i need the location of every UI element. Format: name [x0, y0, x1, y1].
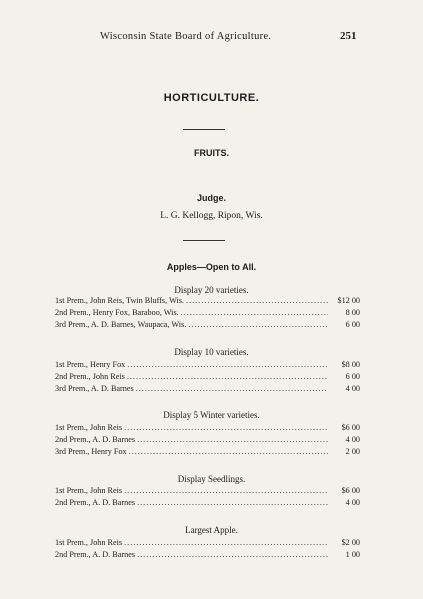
leader-dots — [186, 296, 328, 305]
premium-label: 2nd Prem., John Reis — [55, 372, 125, 381]
leader-dots — [127, 372, 328, 381]
leader-dots — [181, 308, 328, 317]
section-title: Display 5 Winter varieties. — [163, 410, 260, 420]
page-number: 251 — [340, 30, 357, 42]
premium-amount: $6 00 — [341, 423, 360, 432]
leader-dots — [124, 486, 328, 495]
premium-row — [55, 296, 360, 307]
premium-label: 1st Prem., John Reis, Twin Bluffs, Wis. — [55, 296, 184, 305]
premium-label: 1st Prem., John Reis — [55, 538, 123, 547]
premium-row — [55, 360, 360, 371]
premium-label: 2nd Prem., Henry Fox, Baraboo, Wis. — [55, 308, 179, 317]
section-title: Display 20 varieties. — [174, 285, 249, 295]
division-heading: Apples—Open to All. — [166, 262, 257, 272]
section-heading-fruits: FRUITS. — [194, 148, 229, 158]
premium-amount: $8 00 — [341, 360, 360, 369]
premium-label: 3rd Prem., A. D. Barnes, Waupaca, Wis. — [55, 320, 187, 329]
premium-amount: 2 00 — [345, 447, 360, 456]
premium-label: 1st Prem., Henry Fox — [55, 360, 126, 369]
premium-row — [55, 550, 360, 561]
premium-amount: 4 00 — [345, 384, 360, 393]
leader-dots — [137, 435, 328, 444]
leader-dots — [137, 498, 328, 507]
premium-amount: 4 00 — [345, 435, 360, 444]
premium-row — [55, 538, 360, 549]
leader-dots — [136, 384, 328, 393]
premium-row — [55, 320, 360, 331]
section-title: Largest Apple. — [185, 525, 238, 535]
premium-label: 2nd Prem., A. D. Barnes — [55, 550, 136, 559]
premium-label: 3rd Prem., A. D. Barnes — [55, 384, 134, 393]
leader-dots — [137, 550, 328, 559]
premium-label: 1st Prem., John Reis — [55, 423, 123, 432]
page-title: HORTICULTURE. — [163, 92, 260, 104]
premium-row — [55, 498, 360, 509]
premium-amount: $2 00 — [341, 538, 360, 547]
premium-amount: 4 00 — [345, 498, 360, 507]
leader-dots — [127, 360, 328, 369]
premium-amount: 1 00 — [345, 550, 360, 559]
leader-dots — [124, 423, 328, 432]
premium-amount: 6 00 — [345, 372, 360, 381]
premium-row — [55, 384, 360, 395]
judge-label: Judge. — [196, 193, 226, 203]
section-title: Display Seedlings. — [177, 474, 246, 484]
premium-label: 1st Prem., John Reis — [55, 486, 123, 495]
premium-label: 2nd Prem., A. D. Barnes — [55, 498, 136, 507]
premium-row — [55, 308, 360, 319]
premium-label: 3rd Prem., Henry Fox — [55, 447, 127, 456]
premium-amount: $6 00 — [341, 486, 360, 495]
divider — [183, 240, 225, 241]
premium-row — [55, 423, 360, 434]
leader-dots — [188, 320, 328, 329]
running-header: Wisconsin State Board of Agriculture. — [100, 31, 272, 42]
premium-row — [55, 372, 360, 383]
premium-amount: 8 00 — [345, 308, 360, 317]
divider — [183, 129, 225, 130]
judge-name: L. G. Kellogg, Ripon, Wis. — [160, 211, 263, 221]
premium-amount: $12 00 — [337, 296, 360, 305]
section-title: Display 10 varieties. — [174, 347, 249, 357]
premium-amount: 6 00 — [345, 320, 360, 329]
premium-row — [55, 447, 360, 458]
leader-dots — [129, 447, 328, 456]
premium-row — [55, 435, 360, 446]
leader-dots — [124, 538, 328, 547]
premium-label: 2nd Prem., A. D. Barnes — [55, 435, 136, 444]
premium-row — [55, 486, 360, 497]
